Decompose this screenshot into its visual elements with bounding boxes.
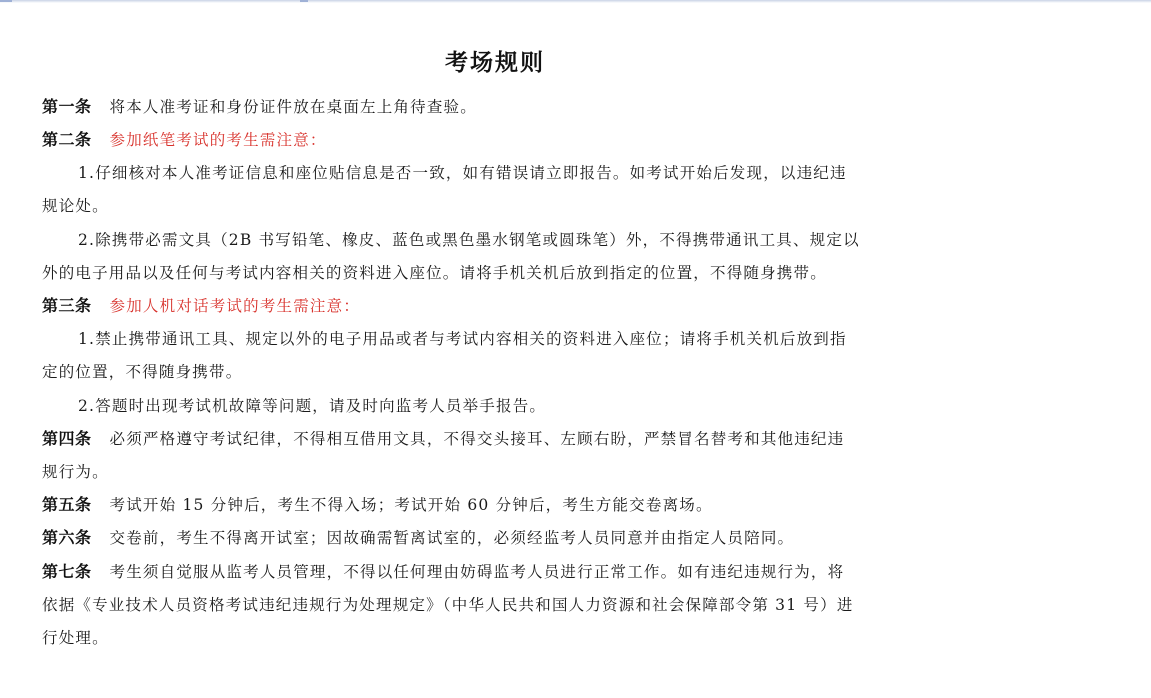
top-border-segment [300, 0, 308, 2]
top-border [0, 0, 1151, 3]
article-text: 交卷前，考生不得离开试室；因故确需暂离试室的，必须经监考人员同意并由指定人员陪同。 [109, 529, 795, 547]
article-5 [42, 494, 713, 516]
article-2-item-2-line-2: 外的电子用品以及任何与考试内容相关的资料进入座位。请将手机关机后放到指定的位置，不得随身携带。 [42, 264, 827, 282]
article-label: 第七条 [42, 562, 92, 581]
page-title: 考场规则 [445, 50, 545, 76]
article-1 [42, 96, 477, 118]
article-2-item-1-line-1: 1.仔细核对本人准考证信息和座位贴信息是否一致，如有错误请立即报告。如考试开始后发现，以违纪违 [78, 164, 847, 182]
article-label: 第三条 [42, 296, 92, 315]
article-label: 第四条 [42, 429, 92, 448]
article-text: 考试开始 15 分钟后，考生不得入场；考试开始 60 分钟后，考生方能交卷离场。 [109, 496, 713, 514]
article-7-line-3: 行处理。 [42, 629, 109, 647]
article-7-line-2: 依据《专业技术人员资格考试违纪违规行为处理规定》（中华人民共和国人力资源和社会保障部令第 31 号）进 [42, 596, 854, 614]
article-3-item-1-line-1: 1.禁止携带通讯工具、规定以外的电子用品或者与考试内容相关的资料进入座位；请将手机关机后放到指 [78, 330, 847, 348]
article-7 [42, 561, 844, 583]
article-label: 第五条 [42, 495, 92, 514]
article-2-item-1-line-2: 规论处。 [42, 197, 109, 215]
article-label: 第二条 [42, 130, 92, 149]
article-6 [42, 527, 794, 549]
article-4 [42, 428, 844, 450]
article-heading: 参加人机对话考试的考生需注意： [109, 297, 361, 315]
article-4-line-2: 规行为。 [42, 463, 109, 481]
article-2 [42, 129, 327, 151]
article-label: 第六条 [42, 528, 92, 547]
article-text: 必须严格遵守考试纪律，不得相互借用文具，不得交头接耳、左顾右盼，严禁冒名替考和其他违纪违 [109, 430, 845, 448]
article-label: 第一条 [42, 97, 92, 116]
article-3-item-1-line-2: 定的位置，不得随身携带。 [42, 363, 243, 381]
article-3 [42, 295, 360, 317]
article-text: 考生须自觉服从监考人员管理，不得以任何理由妨碍监考人员进行正常工作。如有违纪违规行为，将 [109, 563, 845, 581]
article-3-item-2-line-1: 2.答题时出现考试机故障等问题，请及时向监考人员举手报告。 [78, 397, 547, 415]
article-2-item-2-line-1: 2.除携带必需文具（2B 书写铅笔、橡皮、蓝色或黑色墨水钢笔或圆珠笔）外，不得携带通讯工具、规定以 [78, 231, 860, 249]
article-text: 将本人准考证和身份证件放在桌面左上角待查验。 [109, 98, 477, 116]
article-heading: 参加纸笔考试的考生需注意： [109, 131, 327, 149]
top-border-segment [0, 0, 12, 2]
